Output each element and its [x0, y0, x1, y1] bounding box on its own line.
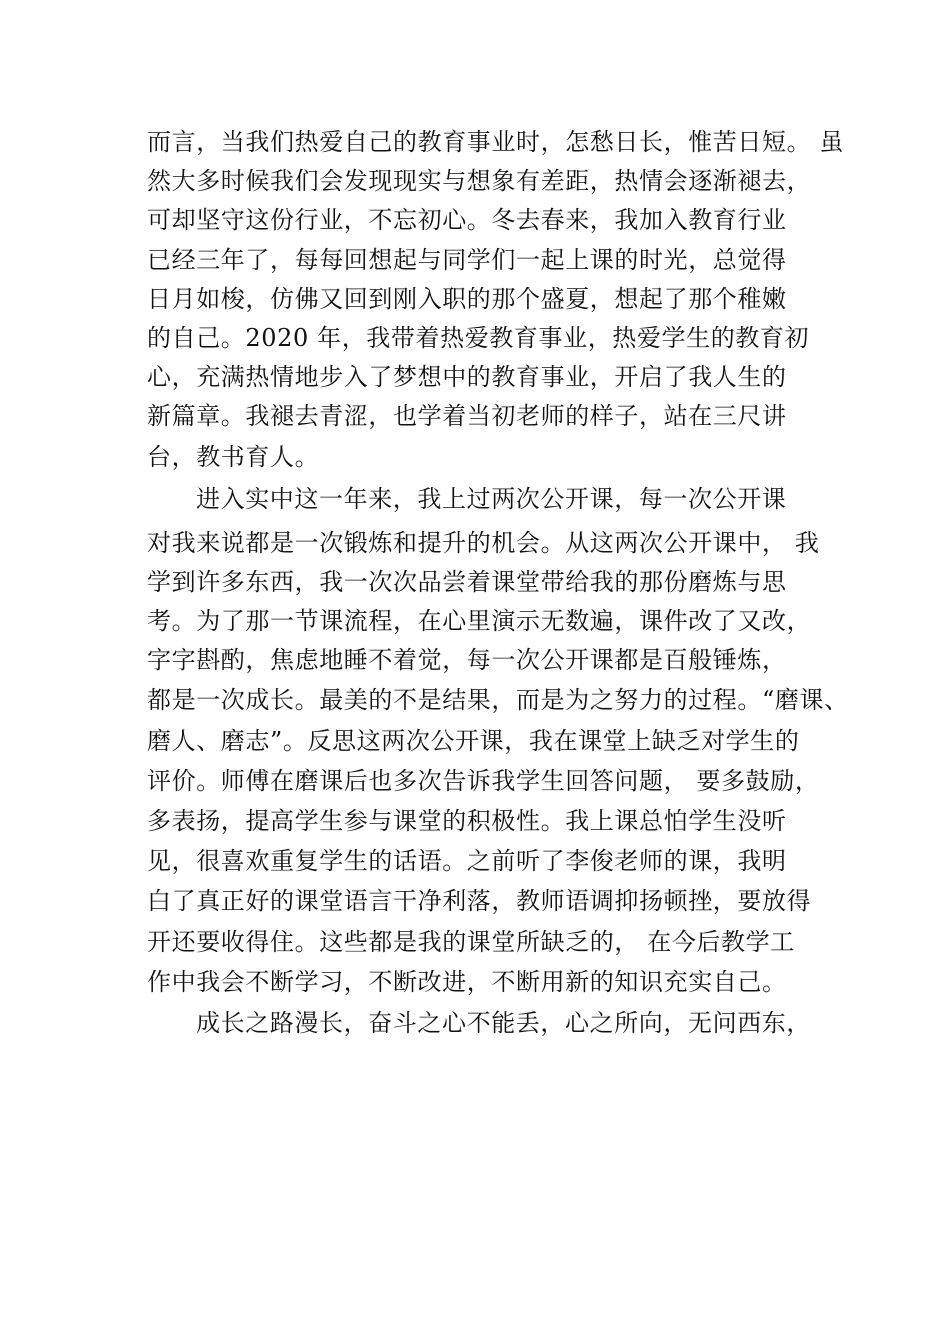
text-line: 的自己。2020 年，我带着热爱教育事业，热爱学生的教育初: [147, 324, 810, 352]
text-line: 字字斟酌，焦虑地睡不着觉，每一次公开课都是百般锤炼，: [147, 646, 787, 674]
paragraph-first-line: 成长之路漫长，奋斗之心不能丢，心之所向，无问西东，: [196, 1009, 811, 1037]
text-line: 评价。师傅在磨课后也多次告诉我学生回答问题， 要多鼓励，: [147, 767, 820, 795]
text-line: 见，很喜欢重复学生的话语。之前听了李俊老师的课，我明: [147, 847, 787, 875]
text-line: 开还要收得住。这些都是我的课堂所缺乏的， 在今后教学工: [147, 928, 795, 956]
text-line: 日月如梭，仿佛又回到刚入职的那个盛夏，想起了那个稚嫩: [147, 285, 787, 313]
text-line: 而言，当我们热爱自己的教育事业时，怎愁日长，惟苦日短。 虽: [147, 128, 845, 156]
text-line: 磨人、磨志”。反思这两次公开课，我在课堂上缺乏对学生的: [147, 727, 800, 755]
text-line: 已经三年了，每每回想起与同学们一起上课的时光，总觉得: [147, 246, 787, 274]
text-line: 白了真正好的课堂语言干净利落，教师语调抑扬顿挫，要放得: [147, 887, 812, 915]
text-line: 然大多时候我们会发现现实与想象有差距，热情会逐渐褪去，: [147, 167, 812, 195]
text-line: 学到许多东西，我一次次品尝着课堂带给我的那份磨炼与思: [147, 568, 787, 596]
text-line: 心，充满热情地步入了梦想中的教育事业，开启了我人生的: [147, 363, 787, 391]
text-line: 对我来说都是一次锻炼和提升的机会。从这两次公开课中， 我: [147, 529, 820, 557]
text-line: 考。为了那一节课流程，在心里演示无数遍，课件改了又改，: [147, 607, 812, 635]
paragraph-first-line: 进入实中这一年来，我上过两次公开课，每一次公开课: [196, 485, 787, 513]
text-line: 可却坚守这份行业，不忘初心。冬去春来，我加入教育行业: [147, 206, 787, 234]
text-line: 都是一次成长。最美的不是结果，而是为之努力的过程。“磨课、: [147, 686, 849, 714]
text-line: 作中我会不断学习，不断改进，不断用新的知识充实自己。: [147, 968, 787, 996]
text-line: 台，教书育人。: [147, 443, 320, 471]
text-line: 新篇章。我褪去青涩，也学着当初老师的样子，站在三尺讲: [147, 402, 787, 430]
text-line: 多表扬，提高学生参与课堂的积极性。我上课总怕学生没听: [147, 807, 787, 835]
